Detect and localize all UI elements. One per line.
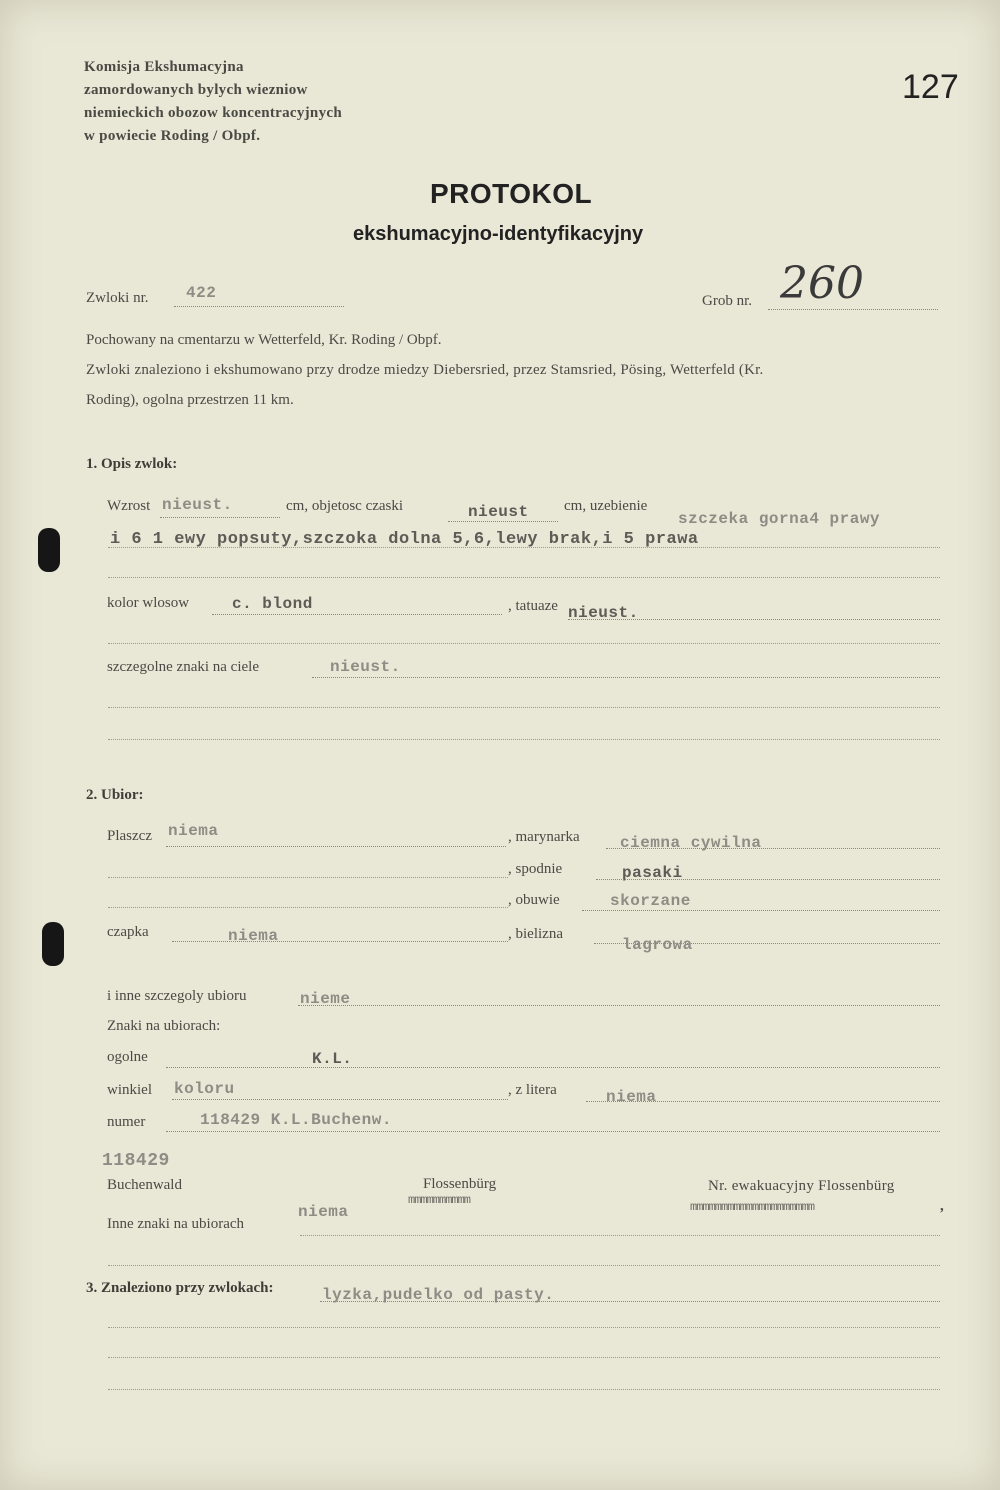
- spodnie-value: pasaki: [622, 864, 683, 882]
- line-3b: [108, 1356, 940, 1358]
- uzebienie-label: cm, uzebienie: [564, 498, 648, 514]
- zwloki-dots: [174, 305, 344, 307]
- winkiel-dots: [172, 1098, 508, 1100]
- ewakuacyjny-strikeout: mmmmmmmmmmmmmmmmmmmm: [690, 1200, 815, 1214]
- section-3-heading: 3. Znaleziono przy zwlokach:: [86, 1280, 274, 1296]
- pochowany-text: Pochowany na cmentarzu w Wetterfeld, Kr. Roding / Obpf.: [86, 332, 442, 348]
- ewakuacyjny-comma: ,: [940, 1198, 944, 1214]
- czapka-value: niema: [228, 927, 279, 945]
- line-1d: [108, 706, 940, 708]
- uzebienie-value-1: szczeka gorna4 prawy: [678, 510, 881, 528]
- punch-hole-bottom: [42, 922, 64, 966]
- plaszcz-label: Plaszcz: [107, 828, 152, 844]
- inne-znaki-line: [300, 1234, 940, 1236]
- line-1b: [108, 576, 940, 578]
- czaski-dots: [448, 520, 558, 522]
- plaszcz-dots: [166, 845, 506, 847]
- marynarka-label: , marynarka: [508, 829, 580, 845]
- inne-label: i inne szczegoly ubioru: [107, 988, 247, 1004]
- czapka-dots: [172, 940, 508, 942]
- spodnie-left-line: [108, 876, 508, 878]
- uzebienie-value-2: i 6 1 ewy popsuty,szczoka dolna 5,6,lewy brak,i 5 prawa: [110, 530, 699, 549]
- plaszcz-value: niema: [168, 822, 219, 840]
- inne-value: nieme: [300, 990, 351, 1008]
- znaki-ubiorach-heading: Znaki na ubiorach:: [107, 1018, 221, 1034]
- line-2z: [108, 1264, 940, 1266]
- inne-znaki-label: Inne znaki na ubiorach: [107, 1216, 245, 1232]
- section-3-value: lyzka,pudelko od pasty.: [322, 1286, 555, 1304]
- numer-dots: [166, 1130, 940, 1132]
- header-line-2: zamordowanych bylych wiezniow: [84, 82, 308, 98]
- obuwie-dots: [582, 909, 940, 911]
- marynarka-dots: [606, 847, 940, 849]
- buchenwald-label: Buchenwald: [107, 1177, 182, 1193]
- line-3c: [108, 1388, 940, 1390]
- numer-label: numer: [107, 1114, 146, 1130]
- tatuaze-dots: [568, 618, 940, 620]
- z-litera-dots: [586, 1100, 940, 1102]
- znaki-dots: [312, 676, 940, 678]
- document-subtitle: ekshumacyjno-identyfikacyjny: [353, 223, 644, 245]
- grob-label: Grob nr.: [702, 293, 752, 309]
- czaski-value: nieust: [468, 503, 529, 521]
- zwloki-label: Zwloki nr.: [86, 290, 149, 306]
- z-litera-value: niema: [606, 1088, 657, 1106]
- wzrost-dots: [160, 516, 280, 518]
- line-3a: [108, 1326, 940, 1328]
- inne-dots: [298, 1004, 940, 1006]
- spodnie-label: , spodnie: [508, 861, 563, 877]
- zwloki-value: 422: [186, 284, 217, 302]
- line-1e: [108, 738, 940, 740]
- section-1-heading: 1. Opis zwlok:: [86, 456, 178, 472]
- line-1c: [108, 642, 940, 644]
- kolor-label: kolor wlosow: [107, 595, 190, 611]
- ogolne-dots: [166, 1066, 940, 1068]
- obuwie-value: skorzane: [610, 892, 691, 910]
- section-3-dots: [320, 1300, 940, 1302]
- obuwie-label: , obuwie: [508, 892, 560, 908]
- ogolne-value: K.L.: [312, 1050, 353, 1068]
- ogolne-label: ogolne: [107, 1049, 148, 1065]
- czaski-label: cm, objetosc czaski: [286, 498, 404, 514]
- punch-hole-top: [38, 528, 60, 572]
- folio-number: 127: [902, 68, 959, 106]
- flossenburg-label: Flossenbürg: [423, 1176, 497, 1192]
- znaki-label: szczegolne znaki na ciele: [107, 659, 259, 675]
- znaleziono-text-1: Zwloki znaleziono i ekshumowano przy drodze miedzy Diebersried, przez Stamsried, Pösing, Wetterfeld (Kr.: [86, 362, 764, 378]
- numer-value: 118429 K.L.Buchenw.: [200, 1111, 392, 1129]
- obuwie-left-line: [108, 906, 508, 908]
- wzrost-value: nieust.: [162, 496, 233, 514]
- flossenburg-strikeout: mmmmmmmmmm: [408, 1193, 471, 1207]
- tatuaze-value: nieust.: [568, 604, 639, 622]
- kolor-dots: [212, 613, 502, 615]
- grob-value: 260: [780, 258, 864, 309]
- bielizna-dots: [594, 942, 940, 944]
- znaki-value: nieust.: [330, 658, 401, 676]
- wzrost-label: Wzrost: [107, 498, 151, 514]
- czapka-label: czapka: [107, 924, 149, 940]
- bielizna-value: lagrowa: [622, 936, 693, 954]
- winkiel-label: winkiel: [107, 1082, 152, 1098]
- grob-dots: [768, 308, 938, 310]
- document-title: PROTOKOL: [430, 178, 593, 209]
- header-line-1: Komisja Ekshumacyjna: [84, 59, 244, 75]
- tatuaze-label: , tatuaze: [508, 598, 558, 614]
- kolor-value: c. blond: [232, 595, 313, 613]
- winkiel-value: koloru: [174, 1080, 235, 1098]
- line-1a: [108, 546, 940, 548]
- spodnie-dots: [596, 878, 940, 880]
- znaleziono-text-2: Roding), ogolna przestrzen 11 km.: [86, 392, 294, 408]
- ewakuacyjny-label: Nr. ewakuacyjny Flossenbürg: [708, 1178, 895, 1194]
- bielizna-label: , bielizna: [508, 926, 563, 942]
- inne-znaki-value: niema: [298, 1203, 349, 1221]
- z-litera-label: , z litera: [508, 1082, 557, 1098]
- buchenwald-number: 118429: [102, 1151, 170, 1171]
- header-line-4: w powiecie Roding / Obpf.: [84, 128, 261, 144]
- section-2-heading: 2. Ubior:: [86, 787, 144, 803]
- marynarka-value: ciemna cywilna: [620, 834, 762, 852]
- header-line-3: niemieckich obozow koncentracyjnych: [84, 105, 342, 121]
